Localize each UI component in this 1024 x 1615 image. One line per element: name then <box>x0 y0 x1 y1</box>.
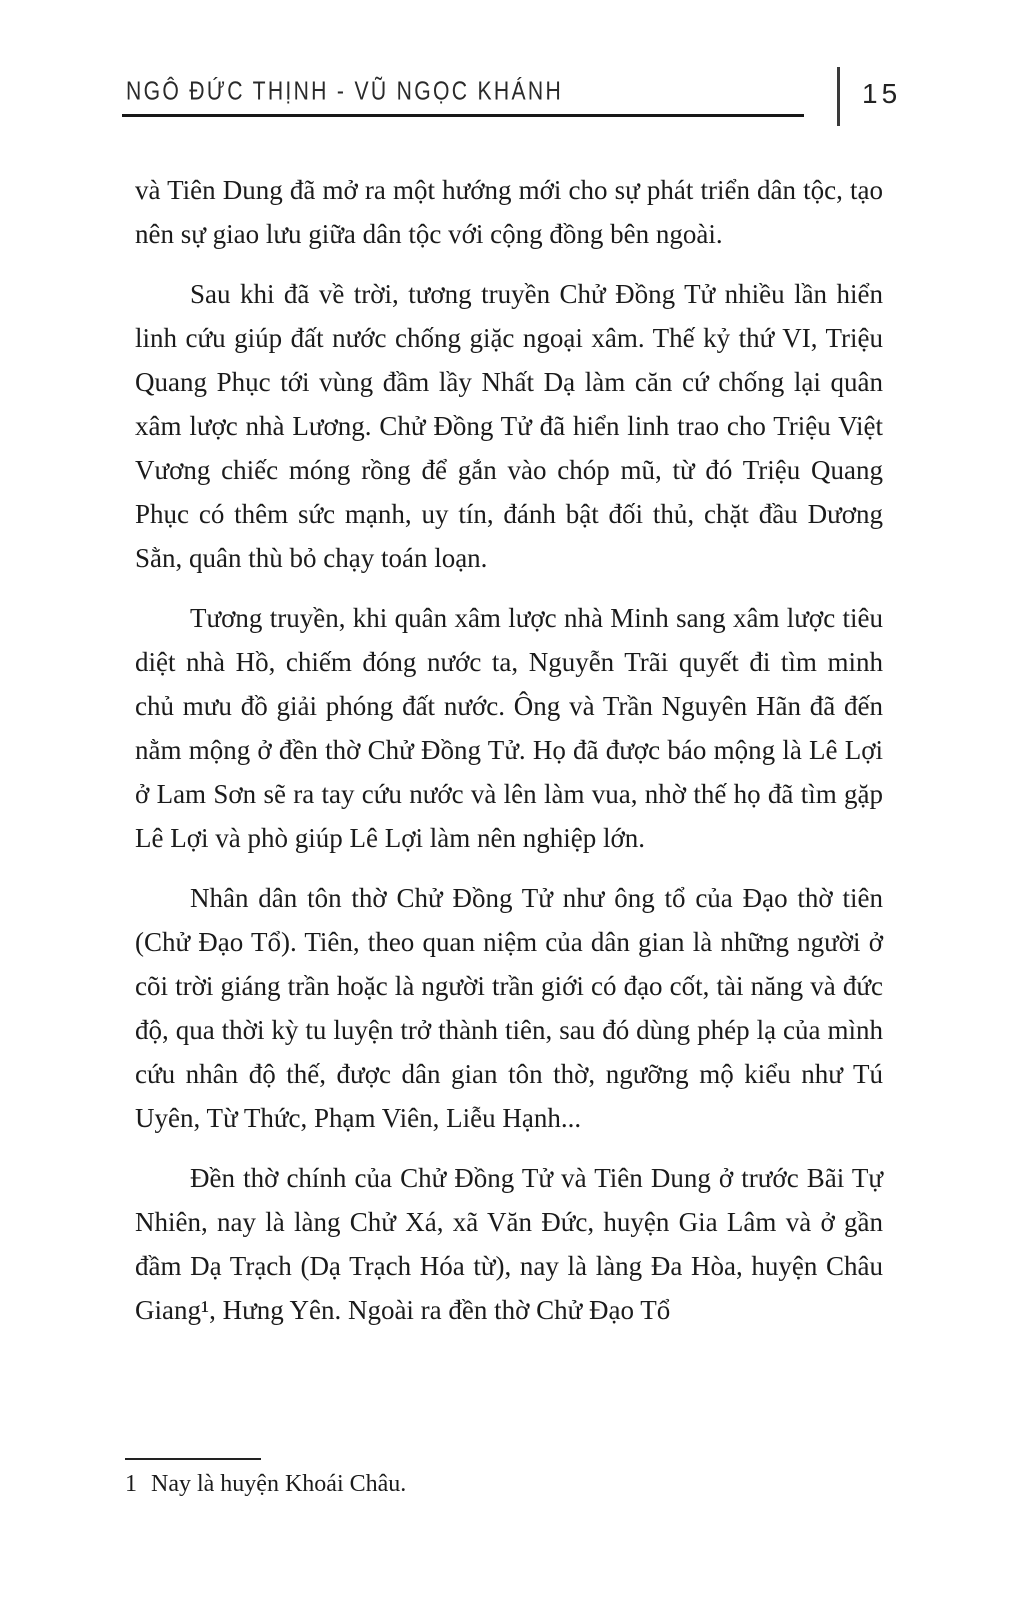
footnote-rule <box>125 1458 261 1460</box>
footnote <box>125 1468 873 1500</box>
footnote-area <box>125 1458 873 1500</box>
paragraph-den-tho-chinh: Đền thờ chính của Chử Đồng Tử và Tiên Dung ở trước Bãi Tự Nhiên, nay là làng Chử Xá, xã Văn Đức, huyện Gia Lâm và ở gần đầm Dạ Trạch (Dạ Trạch Hóa từ), nay là làng Đa Hòa, huyện Châu Giang¹, Hưng Yên. Ngoài ra đền thờ Chử Đạo Tổ <box>135 1163 883 1325</box>
running-head-authors: NGÔ ĐỨC THỊNH - VŨ NGỌC KHÁNH <box>126 76 564 106</box>
footnote-marker: 1 <box>125 1471 137 1497</box>
header-divider-bar <box>837 67 840 126</box>
paragraph-sau-khi-da-ve-troi: Sau khi đã về trời, tương truyền Chử Đồng Tử nhiều lần hiển linh cứu giúp đất nước chống giặc ngoại xâm. Thế kỷ thứ VI, Triệu Quang Phục tới vùng đầm lầy Nhất Dạ làm căn cứ chống lại quân xâm lược nhà Lương. Chử Đồng Tử đã hiển linh trao cho Triệu Việt Vương chiếc móng rồng để gắn vào chóp mũ, từ đó Triệu Quang Phục có thêm sức mạnh, uy tín, đánh bật đối thủ, chặt đầu Dương Sằn, quân thù bỏ chạy toán loạn. <box>135 279 883 573</box>
paragraph-tuong-truyen-nha-minh: Tương truyền, khi quân xâm lược nhà Minh sang xâm lược tiêu diệt nhà Hồ, chiếm đóng nước ta, Nguyễn Trãi quyết đi tìm minh chủ mưu đồ giải phóng đất nước. Ông và Trần Nguyên Hãn đã đến nằm mộng ở đền thờ Chử Đồng Tử. Họ đã được báo mộng là Lê Lợi ở Lam Sơn sẽ ra tay cứu nước và lên làm vua, nhờ thế họ đã tìm gặp Lê Lợi và phò giúp Lê Lợi làm nên nghiệp lớn. <box>135 603 883 853</box>
header-rule <box>122 114 804 117</box>
page-body <box>135 168 883 1348</box>
footnote-text: Nay là huyện Khoái Châu. <box>151 1471 407 1497</box>
page-number: 15 <box>862 78 902 109</box>
paragraph-continuation: và Tiên Dung đã mở ra một hướng mới cho sự phát triển dân tộc, tạo nên sự giao lưu giữa dân tộc với cộng đồng bên ngoài. <box>135 175 883 249</box>
paragraph-nhan-dan-ton-tho: Nhân dân tôn thờ Chử Đồng Tử như ông tổ của Đạo thờ tiên (Chử Đạo Tổ). Tiên, theo quan niệm của dân gian là những người ở cõi trời giáng trần hoặc là người trần giới có đạo cốt, tài năng và đức độ, qua thời kỳ tu luyện trở thành tiên, sau đó dùng phép lạ của mình cứu nhân độ thế, được dân gian tôn thờ, ngưỡng mộ kiểu như Tú Uyên, Từ Thức, Phạm Viên, Liễu Hạnh... <box>135 883 883 1133</box>
